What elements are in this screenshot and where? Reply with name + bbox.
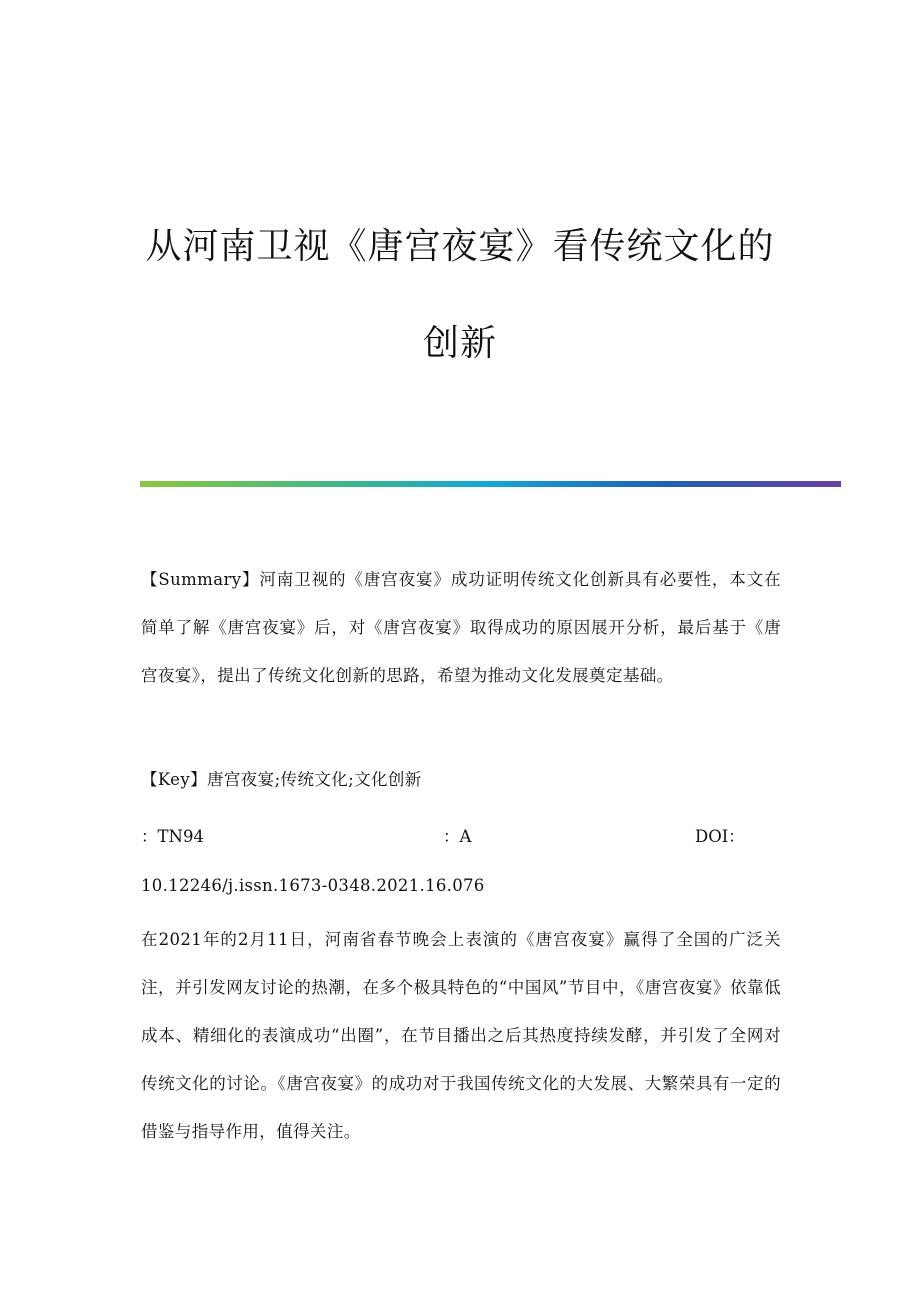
keywords-paragraph xyxy=(141,756,781,804)
document-code: ：A xyxy=(443,827,472,846)
keywords-text: 唐宫夜宴;传统文化;文化创新 xyxy=(206,770,422,789)
gradient-divider xyxy=(140,481,841,487)
clc-number: ：TN94 xyxy=(141,827,204,846)
body-paragraph: 在2021年的2月11日，河南省春节晚会上表演的《唐宫夜宴》赢得了全国的广泛关注，并引发网友讨论的热潮，在多个极具特色的“中国风”节目中，《唐宫夜宴》依靠低成本、精细化的表演成功“出圈”，在节目播出之后其热度持续发酵，并引发了全网对传统文化的讨论。《唐宫夜宴》的成功对于我国传统文化的大发展、大繁荣具有一定的借鉴与指导作用，值得关注。 xyxy=(141,930,781,1141)
doi-value: 10.12246/j.issn.1673-0348.2021.16.076 xyxy=(141,876,485,895)
doi-label: DOI： xyxy=(695,827,745,846)
summary-text: 河南卫视的《唐宫夜宴》成功证明传统文化创新具有必要性，本文在简单了解《唐宫夜宴》后，对《唐宫夜宴》取得成功的原因展开分析，最后基于《唐宫夜宴》，提出了传统文化创新的思路，希望为推动文化发展奠定基础。 xyxy=(141,570,782,685)
keywords-label: 【Key】 xyxy=(141,770,207,789)
title-line-1: 从河南卫视《唐宫夜宴》看传统文化的 xyxy=(145,226,775,267)
summary-label: 【Summary】 xyxy=(141,570,260,589)
title-line-2: 创新 xyxy=(422,323,497,364)
summary-paragraph xyxy=(141,556,781,700)
